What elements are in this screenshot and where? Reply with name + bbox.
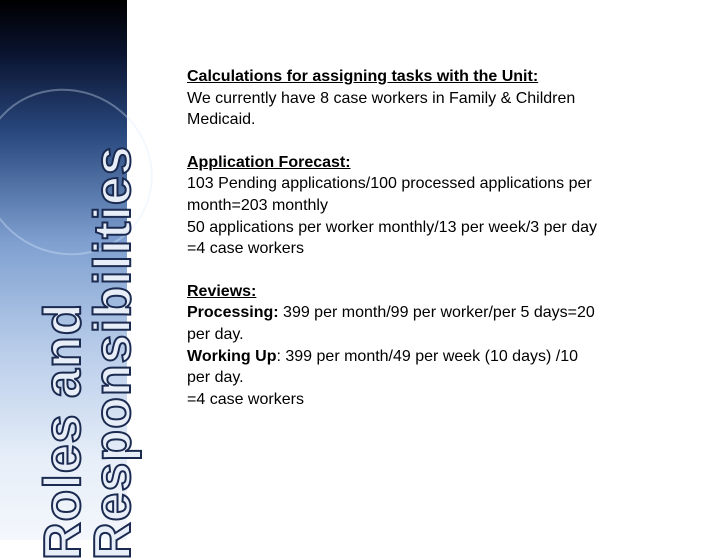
slide-content xyxy=(187,66,667,431)
forecast-section xyxy=(187,152,667,260)
processing-label: Processing: xyxy=(187,304,279,321)
text-line: month=203 monthly xyxy=(187,195,667,217)
text-line: We currently have 8 case workers in Family & Children xyxy=(187,88,667,110)
working-up-text: : 399 per month/49 per week (10 days) /10 xyxy=(276,348,578,365)
text-line: per day. xyxy=(187,324,667,346)
reviews-heading: Reviews: xyxy=(187,281,667,303)
text-line: =4 case workers xyxy=(187,389,667,411)
text-line: per day. xyxy=(187,367,667,389)
text-line: 103 Pending applications/100 processed applications per xyxy=(187,173,667,195)
title-line-1: Roles and xyxy=(33,303,93,560)
processing-text: 399 per month/99 per worker/per 5 days=20 xyxy=(279,304,595,321)
working-up-label: Working Up xyxy=(187,348,276,365)
sidebar-banner xyxy=(0,0,127,540)
calculations-section xyxy=(187,66,667,131)
reviews-section xyxy=(187,281,667,411)
processing-line xyxy=(187,302,667,324)
calculations-heading: Calculations for assigning tasks with the Unit: xyxy=(187,66,667,88)
text-line: =4 case workers xyxy=(187,238,667,260)
text-line: Medicaid. xyxy=(187,109,667,131)
text-line: 50 applications per worker monthly/13 per week/3 per day xyxy=(187,217,667,239)
working-up-line xyxy=(187,346,667,368)
title-line-2: Responsibilities xyxy=(83,145,143,560)
forecast-heading: Application Forecast: xyxy=(187,152,667,174)
